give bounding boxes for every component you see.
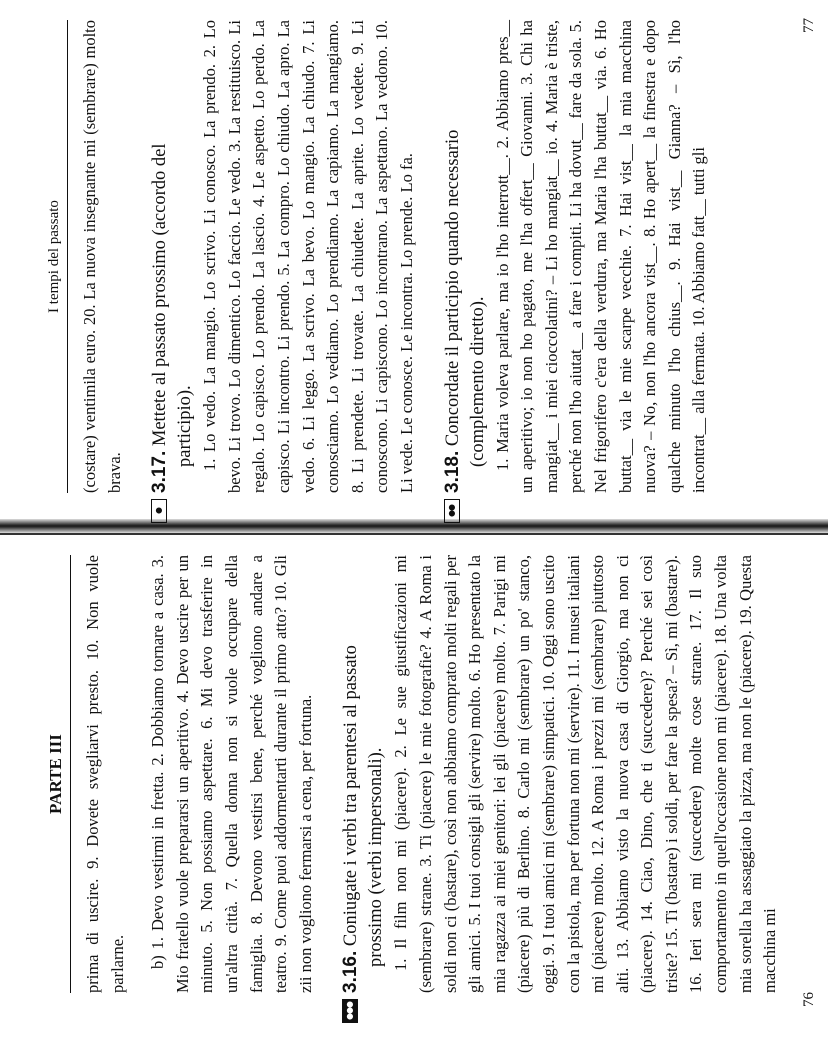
page-divider [0,533,828,535]
section-b-text: b) 1. Devo vestirmi in fretta. 2. Dobbiamo tornare a casa. 3. Mio fratello vuole prepararsi un aperitivo. 4. Devo uscire per un minuto. 5. Non possiamo aspettare. 6. Mi devo trasferire in un'altra città. 7. Quella donna non si vuole occupare della famiglia. 8. Devono vestirsi bene, perché vogliono andare a teatro. 9. Come puoi addormentarti durante il primo atto? 10. Gli zii non vogliono fermarsi a cena, per fortuna. [148,555,315,993]
exercise-instruction: Concordate il participio quando necessario [442,129,463,447]
exercise-body: 1. Il film non mi (piacere). 2. Le sue giustificazioni mi (sembrare) strane. 3. Ti (piacere) le mie fotografie? 4. A Roma i soldi non ci (bastare), così non abbiamo comprato molti regali per gli amici. 5. I tuoi consigli gli (servire) molto. 6. Ho presentato la mia ragazza ai miei genitori: lei gli (piacere) molto. 7. Parigi mi (piacere) più di Berlino. 8. Carlo mi (sembrare) un po' stanco, oggi. 9. I tuoi amici mi (sembrare) simpatici. 10. Oggi sono uscito con la pistola, ma per fortuna non mi (servire). 11. I musei italiani mi (piacere) molto. 12. A Roma i prezzi mi (sembrare) piuttosto alti. 13. Abbiamo visto la nuova casa di Giorgio, ma non ci (piacere). 14. Ciao, Dino, che ti (succedere)? Perché sei così triste? 15. Ti (bastare) i soldi, per fare la spesa? – Sì, mi (bastare). 16. Ieri sera mi (succedere) molte cose strane. 17. Il suo comportamento in quell'occasione non mi (piacere). 18. Una volta mia sorella ha assaggiato la pizza, ma non le (piacere). 19. Questa macchina mi [391,555,780,993]
exercise-heading [338,555,389,993]
exercise-heading [440,20,491,493]
difficulty-icon: ● [151,499,167,523]
running-head-left: PARTE III [46,555,71,993]
continuation-text: (costare) ventimila euro. 20. La nuova insegnante mi (sembrare) molto brava. [80,20,124,493]
exercise-instruction-sub: participio). [175,385,196,467]
exercise-number: 3.18. [441,450,463,493]
left-page [0,531,828,1041]
exercise-instruction-sub: (complemento diretto). [467,296,488,467]
exercise-3-18 [440,20,712,517]
page-number-right: 77 [801,18,817,33]
running-head-right: I tempi del passato [46,20,68,493]
exercise-body: 1. Maria voleva parlare, ma io l'ho interrott__. 2. Abbiamo pres__ un aperitivo; io non ho pagato, me l'ha offert__ Giovanni. 3. Chi ha mangiat__ i miei cioccolatini? – Li ho mangiat__ io. 4. Maria è triste, perché non l'ho aiutat__ a fare i compiti. Li ha dovut__ fare da sola. 5. Nel frigorifero c'era della verdura, ma Maria l'ha buttat__ via. 6. Ho buttat__ via le mie scarpe vecchie. 7. Hai vist__ la mia macchina nuova? – No, non l'ho ancora vist__. 8. Ho apert__ la finestra e dopo qualche minuto l'ho chius__. 9. Hai vist__ Gianna? – Sì, l'ho incontrat__ alla fermata. 10. Abbiamo fatt__ tutti gli [492,20,709,493]
exercise-number: 3.17. [149,450,171,493]
exercise-3-17 [147,20,419,514]
exercise-3-16 [338,555,783,1020]
difficulty-icon: ●● [444,499,460,523]
right-page [0,0,828,519]
exercise-instruction: Mettete al passato prossimo (accordo del [150,143,171,447]
page-number-left: 76 [801,992,817,1007]
difficulty-icon: ●●● [342,999,358,1023]
exercise-number: 3.16. [340,950,362,993]
exercise-instruction-sub: prossimo (verbi impersonali). [366,747,387,967]
exercise-heading [147,20,198,493]
book-gutter [0,519,828,533]
exercise-body: 1. Lo vedo. La mangio. Lo scrivo. Li conosco. La prendo. 2. Lo bevo. Li trovo. Lo dimentico. Lo faccio. Le vedo. 3. La restituisco. Li regalo. Lo capisco. Lo prendo. La lascio. 4. Le aspetto. Lo perdo. La capisco. Li incontro. Li prendo. 5. La compro. Lo chiudo. La apro. La vedo. 6. Li leggo. La scrivo. La bevo. Lo mangio. La chiudo. 7. Li conosciamo. Lo vediamo. Lo prendiamo. La capiamo. La mangiamo. 8. Li prendete. Li trovate. La chiudete. La aprite. Lo vedete. 9. Li conoscono. Li capiscono. Lo incontrano. La aspettano. La vedono. 10. Li vede. Le conosce. Le incontra. Lo prende. Lo fa. [200,20,416,493]
exercise-instruction: Coniugate i verbi tra parentesi al passato [341,645,362,947]
intro-text: prima di uscire. 9. Dovete svegliarvi presto. 10. Non vuole parlarne. [83,555,127,993]
